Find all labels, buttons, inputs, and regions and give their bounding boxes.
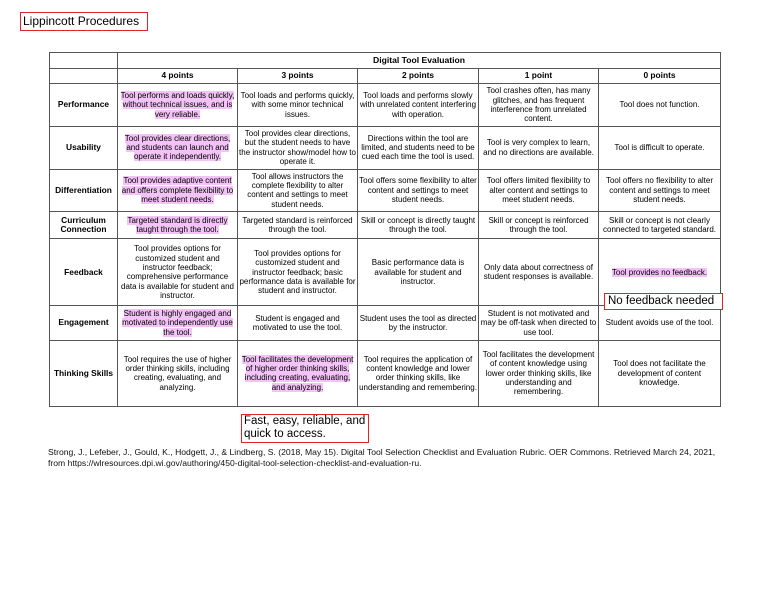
highlighted-text: Tool provides no feedback.: [611, 267, 708, 277]
rubric-cell: [238, 340, 358, 406]
rubric-cell: Tool provides options for customized student and instructor feedback; basic performance data is available for student and instructor.: [238, 239, 358, 306]
highlighted-text: Tool facilitates the development of higher order thinking skills, including creating, evaluating, and analyzing.: [241, 354, 354, 392]
rubric-cell: [118, 126, 238, 169]
table-row: [50, 212, 721, 239]
highlighted-text: Tool provides adaptive content and offers complete flexibility to meet student needs.: [121, 176, 234, 205]
criterion-label: Thinking Skills: [50, 340, 118, 406]
rubric-cell: Tool offers no flexibility to alter content and settings to meet student needs.: [599, 169, 721, 212]
column-header-row: [50, 69, 721, 84]
criterion-label: Curriculum Connection: [50, 212, 118, 239]
table-row: [50, 126, 721, 169]
criterion-label: Engagement: [50, 306, 118, 340]
rubric-cell: [118, 306, 238, 340]
criterion-label: Usability: [50, 126, 118, 169]
rubric-cell: Targeted standard is reinforced through the tool.: [238, 212, 358, 239]
column-header: 2 points: [358, 69, 479, 84]
rubric-cell: Tool crashes often, has many glitches, and has frequent interference from unrelated content.: [479, 84, 599, 127]
table-row: [50, 84, 721, 127]
column-header: 1 point: [479, 69, 599, 84]
rubric-cell: Student uses the tool as directed by the instructor.: [358, 306, 479, 340]
rubric-cell: Tool is difficult to operate.: [599, 126, 721, 169]
rubric-cell: Tool provides clear directions, but the student needs to have the instructor show/model how to operate it.: [238, 126, 358, 169]
table-row: [50, 306, 721, 340]
rubric-cell: Student is engaged and motivated to use the tool.: [238, 306, 358, 340]
rubric-cell: Skill or concept is directly taught through the tool.: [358, 212, 479, 239]
criterion-label: Feedback: [50, 239, 118, 306]
rubric-cell: Tool requires the use of higher order thinking skills, including creating, evaluating, and analyzing.: [118, 340, 238, 406]
column-header: 4 points: [118, 69, 238, 84]
rubric-cell: Tool does not function.: [599, 84, 721, 127]
column-header: [50, 69, 118, 84]
feedback-note-annotation: No feedback needed: [604, 293, 723, 310]
highlighted-text: Tool provides clear directions, and students can launch and operate it independently.: [124, 133, 231, 162]
header-blank-cell: [50, 53, 118, 69]
digital-tool-evaluation-table: [49, 52, 721, 407]
rubric-cell: Student avoids use of the tool.: [599, 306, 721, 340]
rubric-cell: Tool is very complex to learn, and no directions are available.: [479, 126, 599, 169]
highlighted-text: Student is highly engaged and motivated to independently use the tool.: [122, 309, 233, 337]
citation-text: Strong, J., Lefeber, J., Gould, K., Hodgett, J., & Lindberg, S. (2018, May 15). Digital Tool Selection Checklist and Evaluation Rubric. OER Commons. Retrieved March 24, 2021, from https://wlresources.dpi.wi.gov/authoring/450-digital-tool-selection-checklist-and-evaluation-ru.: [48, 447, 716, 468]
rubric-cell: Tool loads and performs quickly, with some minor technical issues.: [238, 84, 358, 127]
rubric-cell: Tool offers some flexibility to alter content and settings to meet student needs.: [358, 169, 479, 212]
table-row: [50, 169, 721, 212]
table-title-row: [50, 53, 721, 69]
criterion-label: Differentiation: [50, 169, 118, 212]
table-title: Digital Tool Evaluation: [118, 53, 721, 69]
rubric-cell: Directions within the tool are limited, and students need to be cued each time the tool is used.: [358, 126, 479, 169]
rubric-cell: Student is not motivated and may be off-task when directed to use tool.: [479, 306, 599, 340]
rubric-cell: [118, 212, 238, 239]
rubric-cell: Tool facilitates the development of content knowledge using lower order thinking skills, like understanding and remembering.: [479, 340, 599, 406]
rubric-cell: Tool loads and performs slowly with unrelated content interfering with operation.: [358, 84, 479, 127]
rubric-cell: Only data about correctness of student responses is available.: [479, 239, 599, 306]
rubric-cell: [118, 169, 238, 212]
rubric-cell: Tool allows instructors the complete flexibility to alter content and settings to meet student needs.: [238, 169, 358, 212]
rubric-cell: Tool does not facilitate the development of content knowledge.: [599, 340, 721, 406]
rubric-cell: Tool requires the application of content knowledge and lower order thinking skills, like understanding and remembering.: [358, 340, 479, 406]
rubric-cell: Tool provides options for customized student and instructor feedback; comprehensive performance data is available for student and instructor.: [118, 239, 238, 306]
highlighted-text: Targeted standard is directly taught through the tool.: [127, 215, 228, 235]
rubric-cell: Basic performance data is available for student and instructor.: [358, 239, 479, 306]
rubric-cell: Skill or concept is not clearly connected to targeted standard.: [599, 212, 721, 239]
highlighted-text: Tool performs and loads quickly, without technical issues, and is very reliable.: [120, 90, 235, 119]
document-title-annotation: Lippincott Procedures: [20, 12, 148, 31]
column-header: 3 points: [238, 69, 358, 84]
rubric-cell: Skill or concept is reinforced through the tool.: [479, 212, 599, 239]
rubric-cell: [118, 84, 238, 127]
table-row: [50, 340, 721, 406]
rubric-cell: Tool offers limited flexibility to alter content and settings to meet student needs.: [479, 169, 599, 212]
engagement-note-annotation: Fast, easy, reliable, and quick to access.: [241, 414, 369, 443]
criterion-label: Performance: [50, 84, 118, 127]
column-header: 0 points: [599, 69, 721, 84]
